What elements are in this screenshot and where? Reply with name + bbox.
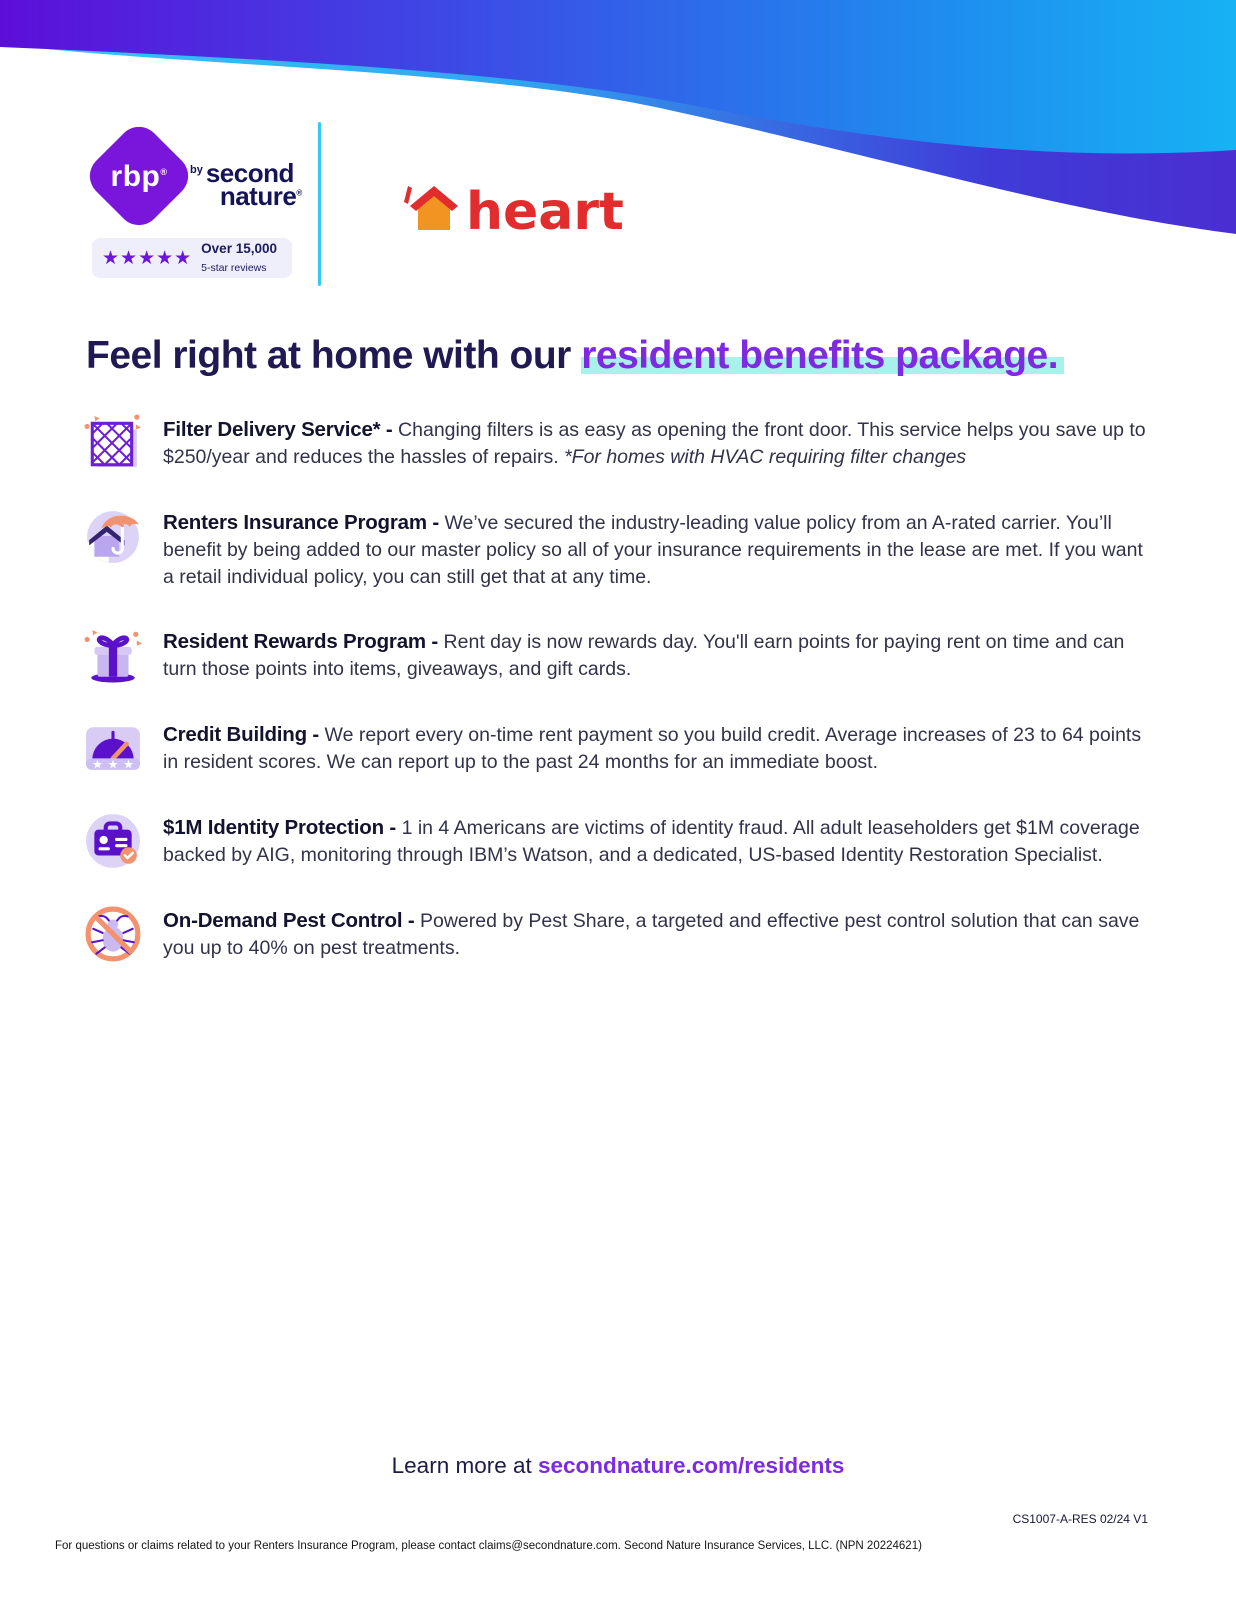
id-protection-icon (84, 812, 142, 870)
benefit-body: We’ve secured the industry-leading value policy from an A-rated carrier. You’ll benefit by being added to our master policy so all of your insurance requirements in the lease are met. If you want a retail individual policy, you can still get that at any time. (163, 512, 1143, 588)
rbp-logo-text: rbp® (110, 160, 168, 193)
benefit-title: Renters Insurance Program - (163, 511, 445, 534)
svg-text:★: ★ (91, 757, 104, 772)
house-icon (398, 178, 462, 234)
vertical-divider (318, 122, 321, 286)
heart-logo (398, 178, 624, 243)
benefit-title: Resident Rewards Program - (163, 630, 444, 653)
benefit-resident-rewards (84, 626, 1148, 684)
benefit-body: We report every on-time rent payment so you build credit. Average increases of 23 to 64 points in resident scores. We can report up to the past 24 months for an immediate boost. (163, 724, 1142, 773)
benefit-pest-control (84, 905, 1148, 963)
benefit-title: Credit Building - (163, 723, 325, 746)
benefits-list (84, 414, 1148, 998)
air-filter-icon (84, 414, 142, 472)
brand-word-second: second (205, 158, 294, 188)
brand-word-nature: nature (219, 180, 297, 211)
reviews-label: 5-star reviews (201, 262, 267, 274)
svg-text:★: ★ (122, 757, 135, 772)
learn-more-line (0, 1453, 1236, 1479)
benefit-title: Filter Delivery Service* - (163, 418, 399, 441)
reviews-count: Over 15,000 (201, 240, 277, 256)
benefit-title: $1M Identity Protection - (163, 816, 402, 839)
reviews-badge (92, 238, 292, 278)
benefit-body: 1 in 4 Americans are victims of identity fraud. All adult leaseholders get $1M coverage backed by AIG, monitoring through IBM’s Watson, and a dedicated, US-based Identity Restoration Specialist. (163, 817, 1140, 866)
learn-more-prefix: Learn more at (391, 1453, 538, 1478)
benefit-filter-delivery (84, 414, 1148, 472)
benefit-identity-protection (84, 812, 1148, 870)
residents-link[interactable]: secondnature.com/residents (537, 1453, 845, 1478)
benefit-renters-insurance (84, 507, 1148, 591)
benefit-body: Rent day is now rewards day. You'll earn points for paying rent on time and can turn those points into items, giveaways, and gift cards. (163, 631, 1125, 680)
no-pest-icon (84, 905, 142, 963)
heart-wordmark: heart (466, 182, 624, 243)
credit-gauge-icon (84, 719, 142, 777)
fine-print: For questions or claims related to your Renters Insurance Program, please contact claims@secondnature.com. Second Nature Insurance Services, LLC. (NPN 20224621) (55, 1540, 922, 1552)
benefit-title: On-Demand Pest Control - (163, 909, 420, 932)
svg-text:★: ★ (107, 757, 119, 772)
rbp-logo (96, 130, 182, 226)
second-nature-wordmark: by second nature® (190, 158, 302, 211)
document-code: CS1007-A-RES 02/24 V1 (1012, 1512, 1148, 1526)
benefit-note: *For homes with HVAC requiring filter changes (564, 446, 967, 468)
benefit-body: Powered by Pest Share, a targeted and effective pest control solution that can save you up to 40% on pest treatments. (163, 910, 1140, 959)
benefit-credit-building (84, 719, 1148, 777)
benefit-body: Changing filters is as easy as opening the front door. This service helps you save up to $250/year and reduces the hassles of repairs. (163, 419, 1146, 468)
umbrella-house-icon (84, 507, 142, 565)
five-star-rating-icon: ★★★★★ (102, 247, 193, 269)
headline-highlight: resident benefits package. (581, 334, 1064, 377)
gift-icon (84, 626, 142, 684)
headline-prefix: Feel right at home with our (86, 334, 582, 377)
page-title (86, 334, 1166, 378)
